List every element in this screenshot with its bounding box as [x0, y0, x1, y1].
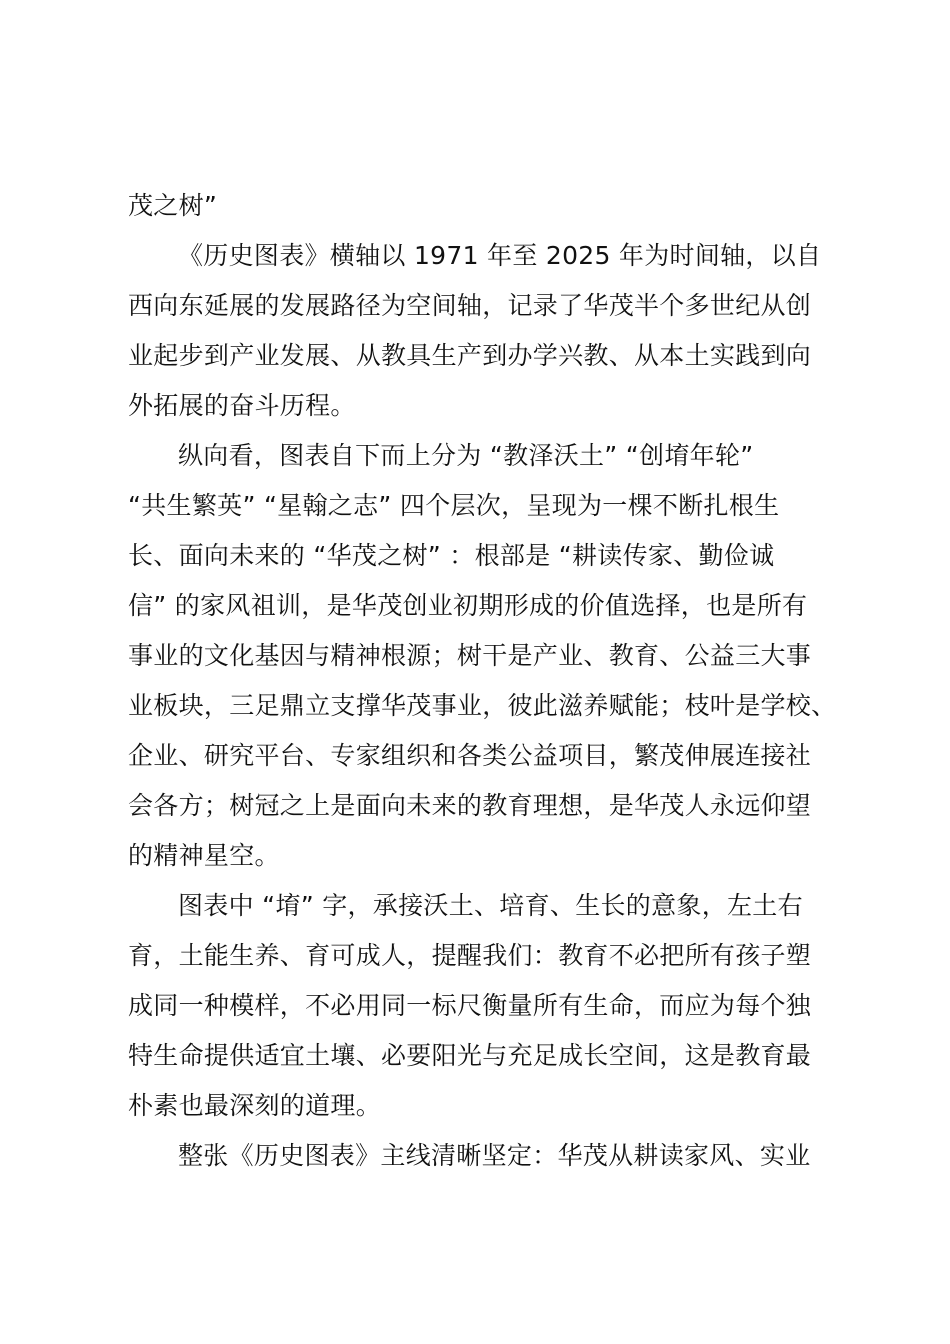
text-line: 育，土能生养、育可成人，提醒我们：教育不必把所有孩子塑 [128, 941, 812, 970]
text-line: 事业的文化基因与精神根源；树干是产业、教育、公益三大事 [128, 641, 812, 670]
text-line: 茂之树” [128, 191, 218, 220]
paragraph-1 [128, 181, 848, 231]
paragraph-5 [128, 1131, 848, 1181]
paragraph-2 [128, 231, 848, 431]
text-line: 特生命提供适宜土壤、必要阳光与充足成长空间，这是教育最 [128, 1041, 812, 1070]
text-line: 企业、研究平台、专家组织和各类公益项目，繁茂伸展连接社 [128, 741, 812, 770]
paragraph-3 [128, 431, 848, 881]
document-body [128, 181, 848, 1181]
text-line: 业板块，三足鼎立支撑华茂事业，彼此滋养赋能；枝叶是学校、 [128, 691, 837, 720]
text-line: 信” 的家风祖训，是华茂创业初期形成的价值选择，也是所有 [128, 591, 808, 620]
text-line: 会各方；树冠之上是面向未来的教育理想，是华茂人永远仰望 [128, 791, 812, 820]
text-line: 纵向看，图表自下而上分为 “教泽沃土” “创堉年轮” [178, 441, 754, 470]
text-line: 图表中 “堉” 字，承接沃土、培育、生长的意象，左土右 [178, 891, 803, 920]
text-line: 朴素也最深刻的道理。 [128, 1091, 382, 1120]
text-line: 成同一种模样，不必用同一标尺衡量所有生命，而应为每个独 [128, 991, 812, 1020]
text-line: 的精神星空。 [128, 841, 280, 870]
text-line: 外拓展的奋斗历程。 [128, 391, 356, 420]
text-line: “共生繁英” “星翰之志” 四个层次，呈现为一棵不断扎根生 [128, 491, 780, 520]
text-line: 整张《历史图表》主线清晰坚定：华茂从耕读家风、实业 [178, 1141, 811, 1170]
text-line: 《历史图表》横轴以 1971 年至 2025 年为时间轴，以自 [178, 241, 822, 270]
text-line: 西向东延展的发展路径为空间轴，记录了华茂半个多世纪从创 [128, 291, 812, 320]
text-line: 业起步到产业发展、从教具生产到办学兴教、从本土实践到向 [128, 341, 812, 370]
paragraph-4 [128, 881, 848, 1131]
text-line: 长、面向未来的 “华茂之树” ：根部是 “耕读传家、勤俭诚 [128, 541, 775, 570]
